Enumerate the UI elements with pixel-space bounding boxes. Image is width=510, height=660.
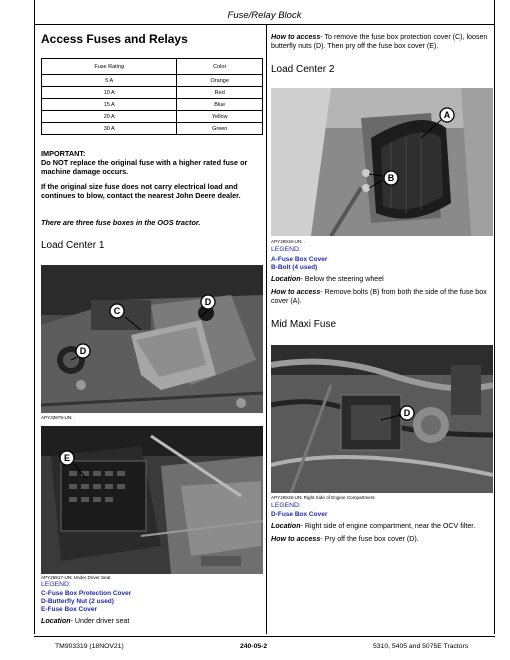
fuse-rating-cell: 20 A <box>42 111 177 123</box>
photo-4-caption: APY26919-UN: Right Side of Engine Compartment <box>271 495 375 500</box>
legend-title: LEGEND: <box>271 246 301 253</box>
legend-title: LEGEND: <box>271 502 301 509</box>
left-border <box>34 25 35 634</box>
footer-rule <box>34 636 495 637</box>
fuse-table-header: Fuse Rating <box>42 59 177 75</box>
callout-d-label: D <box>403 408 411 418</box>
photo-load-center-1 <box>41 265 263 413</box>
legend-title: LEGEND: <box>41 581 71 588</box>
table-row <box>42 123 263 135</box>
location-label: Location <box>271 522 301 530</box>
fuse-color-cell: Yellow <box>177 111 263 123</box>
how-to-access-value: - Remove bolts (B) from both the side of the fuse box cover (A). <box>271 288 487 305</box>
how-to-access-label: How to access <box>271 288 321 296</box>
how-to-access-text <box>271 33 493 51</box>
how-to-access-value: - To remove the fuse box protection cover (C), loosen butterfly nuts (D). Then pry off the fuse box cover (E). <box>271 33 488 50</box>
callout-a-label: A <box>443 110 451 120</box>
location-label: Location <box>41 617 71 625</box>
callout-c-label: C <box>113 306 121 316</box>
location-value: - Under driver seat <box>70 617 130 625</box>
how-to-access-text <box>271 535 493 544</box>
how-to-access-text <box>271 288 493 306</box>
photo-1-caption: APY33979-UN: . <box>41 415 75 420</box>
fuse-color-cell: Orange <box>177 75 263 87</box>
callout-d-label: D <box>79 346 87 356</box>
legend-item: D-Butterfly Nut (2 used) <box>41 598 114 605</box>
fuse-table-header: Color <box>177 59 263 75</box>
legend-item: A-Fuse Box Cover <box>271 256 328 263</box>
table-row <box>42 87 263 99</box>
header-rule <box>34 24 495 25</box>
table-row <box>42 75 263 87</box>
fuse-table <box>41 58 263 135</box>
important-text: Do NOT replace the original fuse with a higher rated fuse or machine damage occurs. <box>41 158 248 176</box>
legend-item: E-Fuse Box Cover <box>41 606 97 613</box>
fuse-rating-cell: 30 A <box>42 123 177 135</box>
page-header: Fuse/Relay Block <box>227 10 302 21</box>
location-label: Location <box>271 275 301 283</box>
how-to-access-label: How to access <box>271 535 321 543</box>
footer-doc-id: TM903319 (18NOV21) <box>55 643 124 650</box>
right-border <box>494 25 495 634</box>
table-row <box>42 99 263 111</box>
location-text <box>271 522 493 531</box>
legend-item: C-Fuse Box Protection Cover <box>41 590 132 597</box>
column-divider <box>266 25 267 634</box>
three-fuse-boxes-note: There are three fuse boxes in the OOS tractor. <box>41 218 201 227</box>
fuse-rating-cell: 15 A <box>42 99 177 111</box>
fuse-rating-cell: 5 A <box>42 75 177 87</box>
important-text-2: If the original size fuse does not carry electrical load and continues to blow, contact the nearest John Deere dealer. <box>41 182 241 200</box>
section-title: Access Fuses and Relays <box>41 32 188 46</box>
table-row <box>42 111 263 123</box>
load-center-2-title: Load Center 2 <box>271 64 335 75</box>
how-to-access-label: How to access <box>271 33 321 41</box>
important-label: IMPORTANT: <box>41 149 86 158</box>
location-value: - Below the steering wheel <box>300 275 384 283</box>
legend-item: D-Fuse Box Cover <box>271 511 328 518</box>
location-text <box>41 617 263 626</box>
legend-item: B-Bolt (4 used) <box>271 264 318 271</box>
location-value: - Right side of engine compartment, near the OCV filter. <box>300 522 476 530</box>
fuse-color-cell: Red <box>177 87 263 99</box>
footer-product: 5310, 5405 and 5075E Tractors <box>373 643 469 650</box>
callout-e-label: E <box>63 453 71 463</box>
photo-2-caption: APY26917-UN: Under Driver Seat <box>41 575 111 580</box>
location-text <box>271 275 493 284</box>
footer-page-number: 240-05-2 <box>240 643 268 650</box>
load-center-1-title: Load Center 1 <box>41 240 105 251</box>
important-notice <box>41 149 265 206</box>
mid-maxi-fuse-title: Mid Maxi Fuse <box>271 319 337 330</box>
callout-b-label: B <box>387 173 395 183</box>
photo-3-caption: APY26918-UN: . <box>271 239 305 244</box>
photo-load-center-2 <box>271 88 493 236</box>
how-to-access-value: - Pry off the fuse box cover (D). <box>320 535 419 543</box>
callout-d-label: D <box>204 297 212 307</box>
fuse-color-cell: Green <box>177 123 263 135</box>
fuse-color-cell: Blue <box>177 99 263 111</box>
photo-mid-maxi-fuse <box>271 345 493 493</box>
photo-under-driver-seat <box>41 426 263 574</box>
fuse-rating-cell: 10 A <box>42 87 177 99</box>
